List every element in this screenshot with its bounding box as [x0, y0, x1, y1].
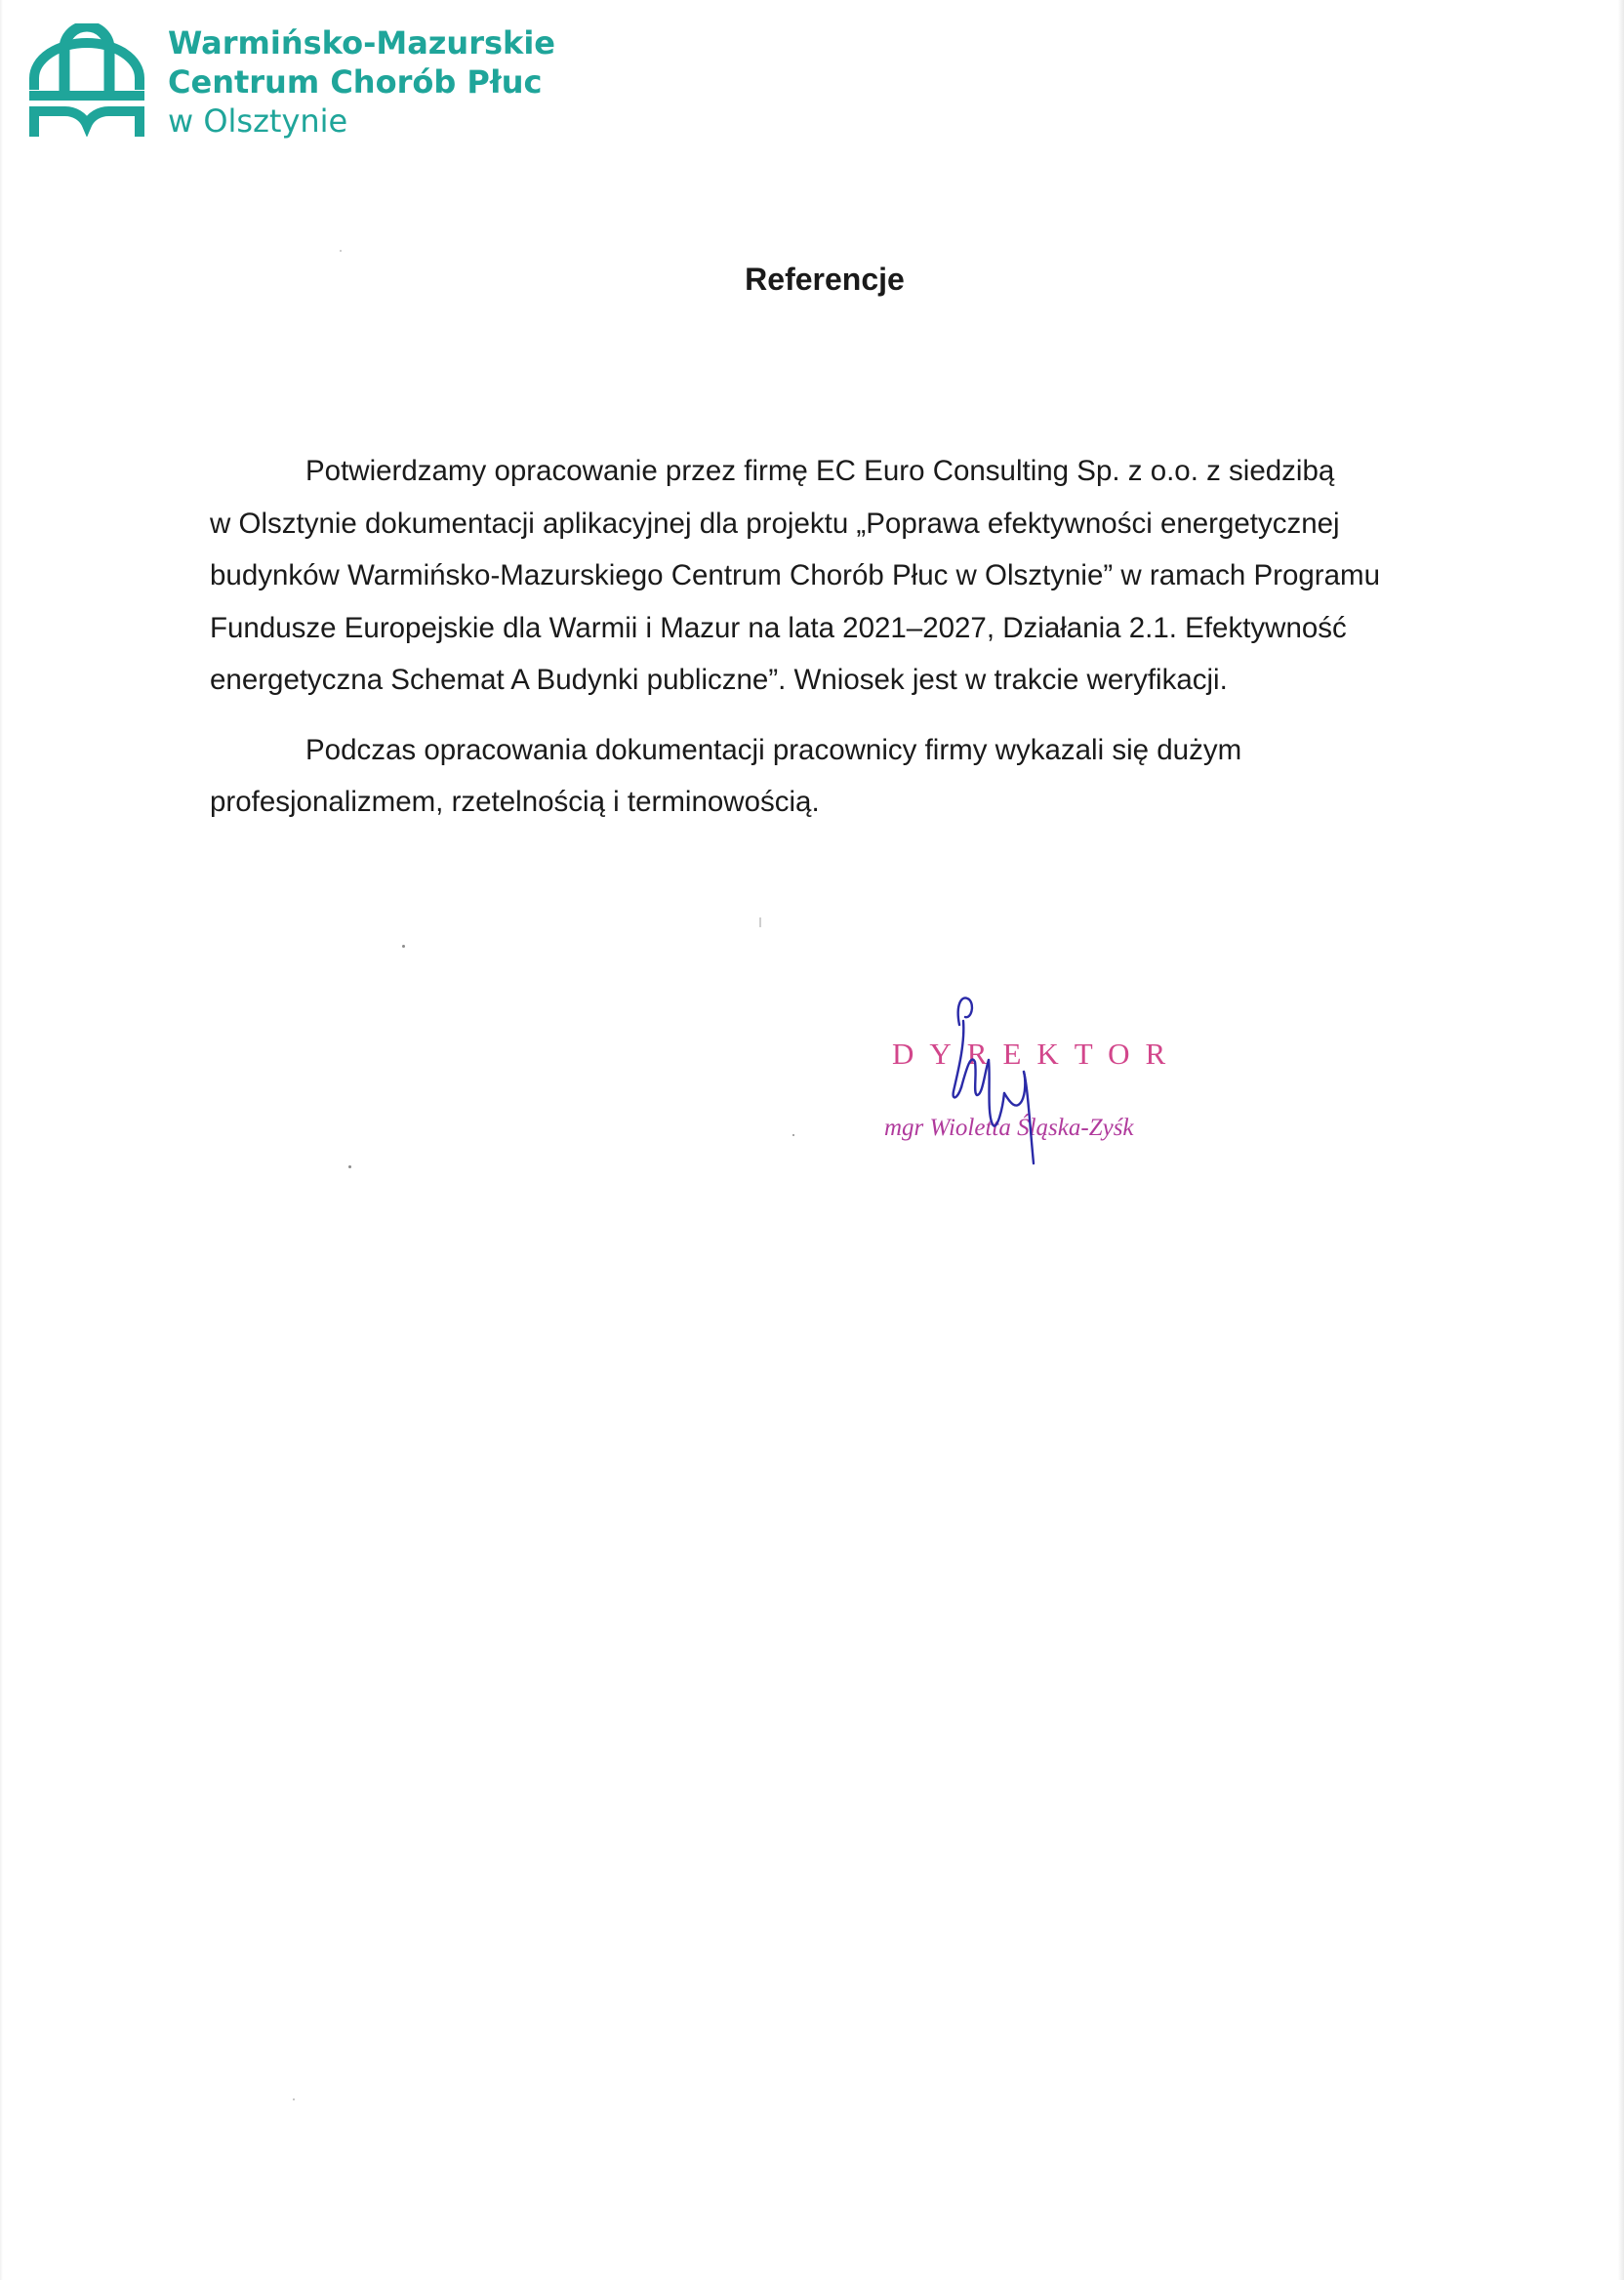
scan-speck: [340, 250, 342, 252]
scan-speck: [759, 917, 761, 927]
org-name-line3: w Olsztynie: [168, 102, 348, 140]
scan-speck: [293, 2098, 295, 2100]
scan-speck: [402, 945, 405, 948]
handwritten-signature-icon: [932, 986, 1098, 1171]
wmccp-logo-icon: [29, 23, 144, 137]
paragraph-professionalism: [210, 724, 1435, 829]
paragraph2-line1: Podczas opracowania dokumentacji pracownicy firmy wykazali się dużym: [305, 733, 1242, 766]
paragraph1-line5: energetyczna Schemat A Budynki publiczne”. Wniosek jest w trakcie weryfikacji.: [210, 664, 1228, 696]
organization-name: [168, 23, 555, 141]
paragraph1-line3: budynków Warmińsko-Mazurskiego Centrum Chorób Płuc w Olsztynie” w ramach Programu: [210, 559, 1380, 591]
paragraph1-line2: w Olsztynie dokumentacji aplikacyjnej dla projektu „Poprawa efektywności energetycznej: [210, 507, 1340, 540]
scan-edge-right: [1618, 0, 1624, 2280]
scan-edge-left: [0, 0, 3, 2280]
paragraph1-line1: Potwierdzamy opracowanie przez firmę EC Euro Consulting Sp. z o.o. z siedzibą: [305, 455, 1335, 487]
paragraph1-line4: Fundusze Europejskie dla Warmii i Mazur na lata 2021–2027, Działania 2.1. Efektywność: [210, 611, 1347, 644]
document-body: [210, 445, 1435, 829]
document-title: Referencje: [745, 262, 905, 297]
org-name-line1: Warmińsko-Mazurskie: [168, 24, 555, 61]
org-name-line2: Centrum Chorób Płuc: [168, 63, 543, 101]
paragraph2-line2: profesjonalizmem, rzetelnością i terminowością.: [210, 786, 820, 818]
stamp-title: DYREKTOR: [892, 1037, 1182, 1071]
paragraph-confirmation: [210, 445, 1435, 707]
scan-speck: [348, 1165, 351, 1168]
scan-speck: [792, 1134, 794, 1136]
stamp-name: mgr Wioletta Śląska-Zyśk: [884, 1115, 1134, 1141]
